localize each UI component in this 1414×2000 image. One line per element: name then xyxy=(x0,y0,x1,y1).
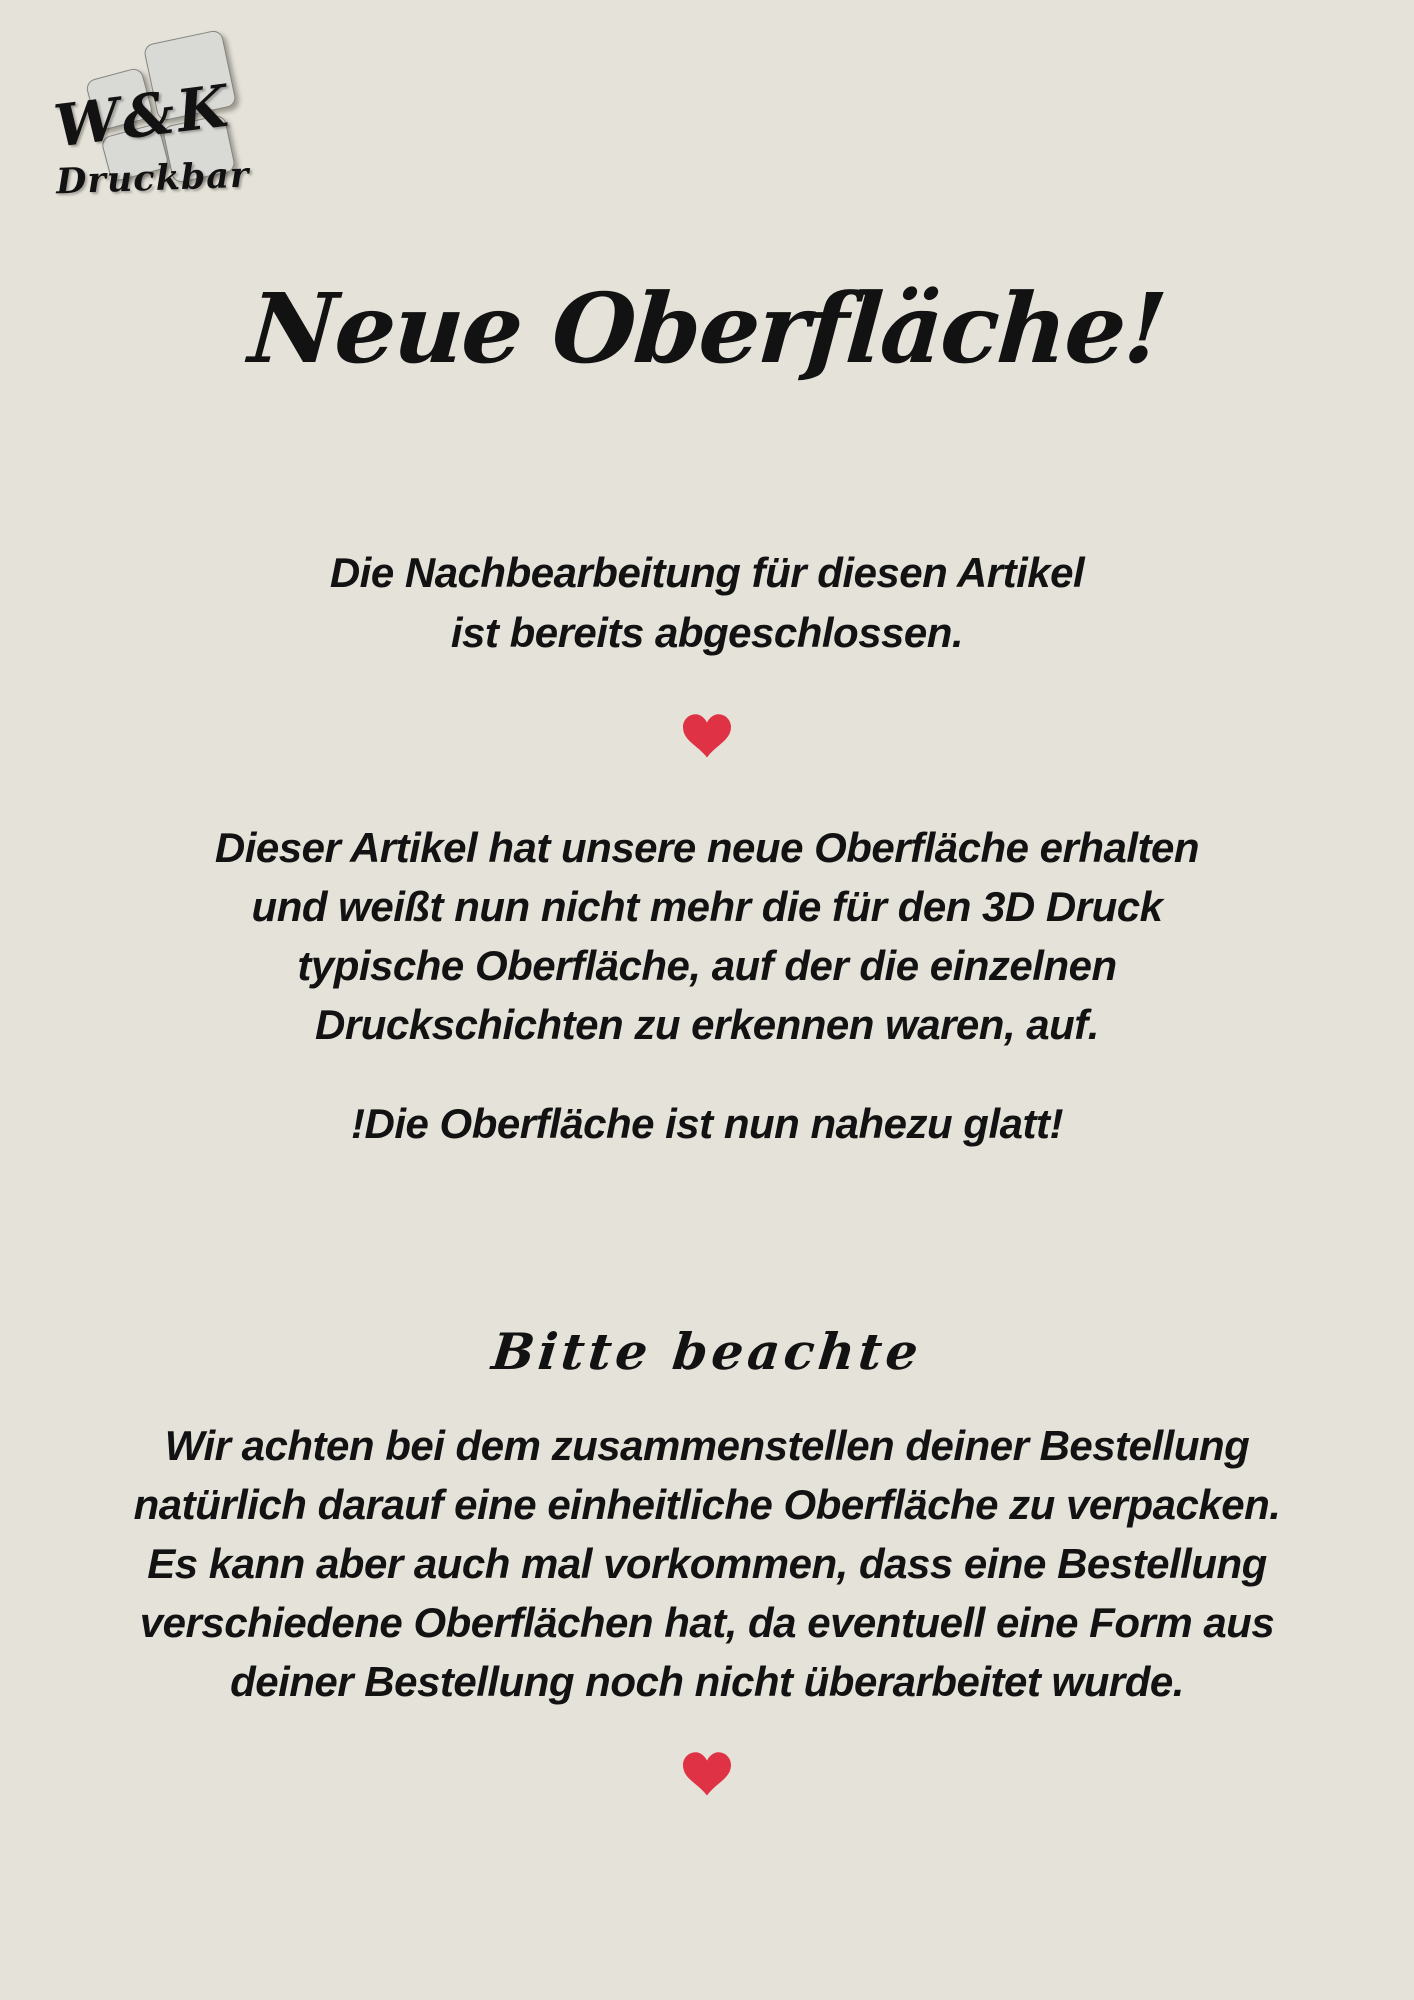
heart-divider xyxy=(683,1752,731,1796)
highlight-text: !Die Oberfläche ist nun nahezu glatt! xyxy=(351,1100,1063,1147)
highlight-line xyxy=(0,1098,1414,1150)
logo xyxy=(50,30,290,220)
body-paragraph xyxy=(0,818,1414,1054)
body-line: Druckschichten zu erkennen waren, auf. xyxy=(315,1001,1099,1048)
note-line: verschiedene Oberflächen hat, da eventuell eine Form aus xyxy=(139,1599,1275,1646)
heart-icon xyxy=(683,714,731,758)
intro-paragraph xyxy=(0,543,1414,663)
logo-name-text: Druckbar xyxy=(55,154,251,203)
intro-line: ist bereits abgeschlossen. xyxy=(450,609,964,656)
note-line: Es kann aber auch mal vorkommen, dass eine Bestellung xyxy=(147,1540,1267,1587)
heart-divider xyxy=(683,714,731,758)
note-heading: Bitte beachte xyxy=(489,1322,925,1381)
body-line: und weißt nun nicht mehr die für den 3D Druck xyxy=(251,883,1163,930)
note-line: deiner Bestellung noch nicht überarbeitet wurde. xyxy=(230,1658,1184,1705)
body-line: typische Oberfläche, auf der die einzelnen xyxy=(297,942,1117,989)
body-line: Dieser Artikel hat unsere neue Oberfläche erhalten xyxy=(214,824,1200,871)
intro-line: Die Nachbearbeitung für diesen Artikel xyxy=(329,549,1085,596)
note-paragraph xyxy=(0,1416,1414,1711)
note-line: natürlich darauf eine einheitliche Oberfläche zu verpacken. xyxy=(133,1481,1281,1528)
note-line: Wir achten bei dem zusammenstellen deiner Bestellung xyxy=(164,1422,1250,1469)
heart-icon xyxy=(683,1752,731,1796)
page-title: Neue Oberfläche! xyxy=(245,272,1169,385)
logo-brand-text: W&K xyxy=(50,71,235,161)
